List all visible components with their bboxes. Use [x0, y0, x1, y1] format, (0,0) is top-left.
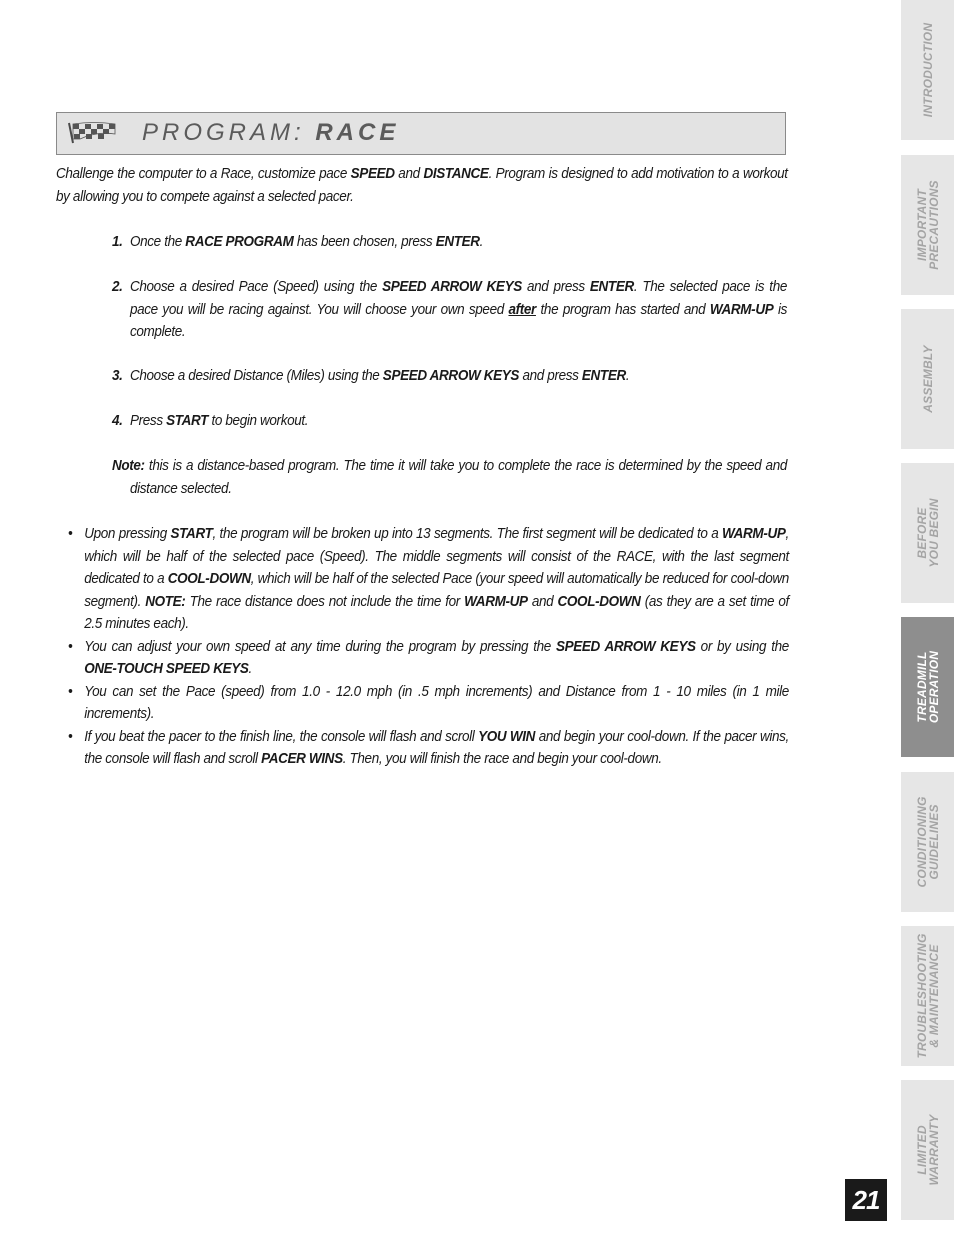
tab-label: BEFORE YOU BEGIN [914, 498, 941, 568]
step-1: 1. Once the RACE PROGRAM has been chosen, press ENTER. [112, 233, 484, 250]
checkered-flag-icon [67, 121, 119, 145]
tab-important-precautions[interactable] [901, 155, 954, 295]
note-paragraph: Note: this is a distance-based program. The time it will take you to complete the race is determined by the speed and distance selected. [112, 457, 787, 497]
tab-troubleshooting-maintenance[interactable] [901, 926, 954, 1066]
bullet-icon: • [68, 727, 73, 745]
page-title: PROGRAM: RACE [142, 119, 400, 146]
list-item: • You can adjust your own speed at any time during the program by pressing the SPEED ARROW KEYS or by using the ONE-TOUCH SPEED KEYS. [68, 637, 789, 677]
program-header-banner [56, 112, 786, 155]
bullet-icon: • [68, 637, 73, 655]
tab-label: CONDITIONING GUIDELINES [914, 796, 941, 888]
list-item: • You can set the Pace (speed) from 1.0 - 12.0 mph (in .5 mph increments) and Distance from 1 - 10 miles (in 1 mile increments). [68, 682, 789, 722]
step-2: 2. Choose a desired Pace (Speed) using the SPEED ARROW KEYS and press ENTER. The selected pace is the pace you will be racing against. You will choose your own speed after the program has started and WARM-UP is complete. [112, 278, 787, 340]
intro-paragraph: Challenge the computer to a Race, customize pace SPEED and DISTANCE. Program is designed to add motivation to a workout by allowing you to compete against a selected pacer. [56, 165, 788, 205]
tab-before-you-begin[interactable] [901, 463, 954, 603]
tab-introduction[interactable] [901, 0, 954, 140]
tab-label: LIMITED WARRANTY [914, 1114, 941, 1186]
tab-label: IMPORTANT PRECAUTIONS [914, 180, 941, 270]
tab-conditioning-guidelines[interactable] [901, 772, 954, 912]
list-item: • If you beat the pacer to the finish line, the console will flash and scroll YOU WIN and begin your cool-down. If the pacer wins, the console will flash and scroll PACER WINS. Then, you will finish the race and begin your cool-down. [68, 727, 789, 767]
tab-assembly[interactable] [901, 309, 954, 449]
page-number: 21 [845, 1179, 887, 1221]
tab-label: TROUBLESHOOTING & MAINTENANCE [914, 933, 941, 1059]
list-item: • Upon pressing START, the program will be broken up into 13 segments. The first segment will be dedicated to a WARM-UP, which will be half of the selected pace (Speed). The middle segments will consist of the RACE, with the last segment dedicated to a COOL-DOWN, which will be half of the selected Pace (your speed will automatically be reduced for cool-down segment). NOTE: The race distance does not include the time for WARM-UP and COOL-DOWN (as they are a set time of 2.5 minutes each). [68, 525, 789, 632]
tab-label: ASSEMBLY [920, 345, 935, 413]
step-4: 4. Press START to begin workout. [112, 412, 309, 429]
bullet-list [68, 523, 789, 771]
step-3: 3. Choose a desired Distance (Miles) using the SPEED ARROW KEYS and press ENTER. [112, 367, 630, 384]
tab-label: TREADMILL OPERATION [914, 650, 941, 724]
tab-limited-warranty[interactable] [901, 1080, 954, 1220]
tab-treadmill-operation[interactable] [901, 617, 954, 757]
bullet-icon: • [68, 525, 73, 542]
bullet-icon: • [68, 682, 73, 700]
tab-label: INTRODUCTION [920, 22, 935, 118]
